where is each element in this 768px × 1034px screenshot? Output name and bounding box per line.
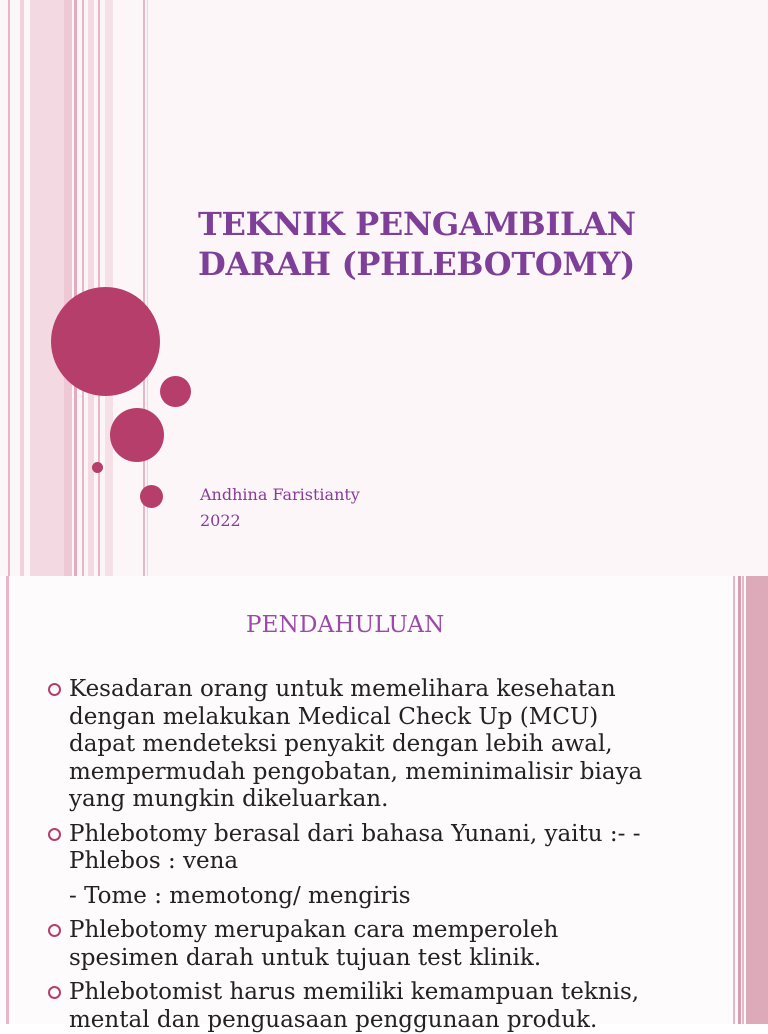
decorative-stripe xyxy=(742,576,744,1024)
small-circle-decoration xyxy=(160,376,191,407)
list-item xyxy=(48,821,688,911)
bullet-line: Phlebotomy berasal dari bahasa Yunani, yaitu :- - xyxy=(69,821,688,849)
decorative-stripe xyxy=(74,0,77,576)
medium-circle-decoration xyxy=(110,408,164,462)
circle-bullet-icon xyxy=(48,683,61,696)
list-item xyxy=(48,979,688,1034)
decorative-stripe xyxy=(64,0,72,576)
author-name: Andhina Faristianty xyxy=(200,485,360,504)
bullet-line: Phlebotomist harus memiliki kemampuan teknis, xyxy=(69,979,688,1007)
small-circle-decoration xyxy=(140,485,163,508)
bullet-line: mempermudah pengobatan, meminimalisir biaya xyxy=(69,759,688,787)
decorative-stripe xyxy=(733,576,735,1024)
bullet-subline: - Tome : memotong/ mengiris xyxy=(69,883,688,911)
decorative-stripe xyxy=(30,0,64,576)
bullet-line: dengan melakukan Medical Check Up (MCU) xyxy=(69,704,688,732)
large-circle-decoration xyxy=(51,287,160,396)
title-line: TEKNIK PENGAMBILAN xyxy=(198,205,636,243)
section-title: PENDAHULUAN xyxy=(246,612,445,638)
year: 2022 xyxy=(200,511,241,530)
decorative-stripe xyxy=(6,576,9,1024)
circle-bullet-icon xyxy=(48,828,61,841)
bullet-line: Kesadaran orang untuk memelihara kesehatan xyxy=(69,676,688,704)
bullet-line: dapat mendeteksi penyakit dengan lebih awal, xyxy=(69,731,688,759)
slide-title xyxy=(198,204,738,284)
list-item xyxy=(48,676,688,814)
bullet-line: yang mungkin dikeluarkan. xyxy=(69,786,688,814)
decorative-stripe xyxy=(20,0,24,576)
circle-bullet-icon xyxy=(48,924,61,937)
tiny-circle-decoration xyxy=(92,462,103,473)
list-item xyxy=(48,917,688,972)
bullet-line: spesimen darah untuk tujuan test klinik. xyxy=(69,945,688,973)
decorative-stripe xyxy=(746,576,768,1024)
bullet-list xyxy=(48,676,688,1034)
bullet-line: Phlebotomy merupakan cara memperoleh xyxy=(69,917,688,945)
bullet-line: Phlebos : vena xyxy=(69,848,688,876)
decorative-stripe xyxy=(8,0,10,576)
title-line: DARAH (PHLEBOTOMY) xyxy=(198,245,635,283)
decorative-stripe xyxy=(82,0,84,576)
circle-bullet-icon xyxy=(48,986,61,999)
decorative-stripe xyxy=(738,576,741,1024)
bullet-line: mental dan penguasaan penggunaan produk. xyxy=(69,1007,688,1034)
